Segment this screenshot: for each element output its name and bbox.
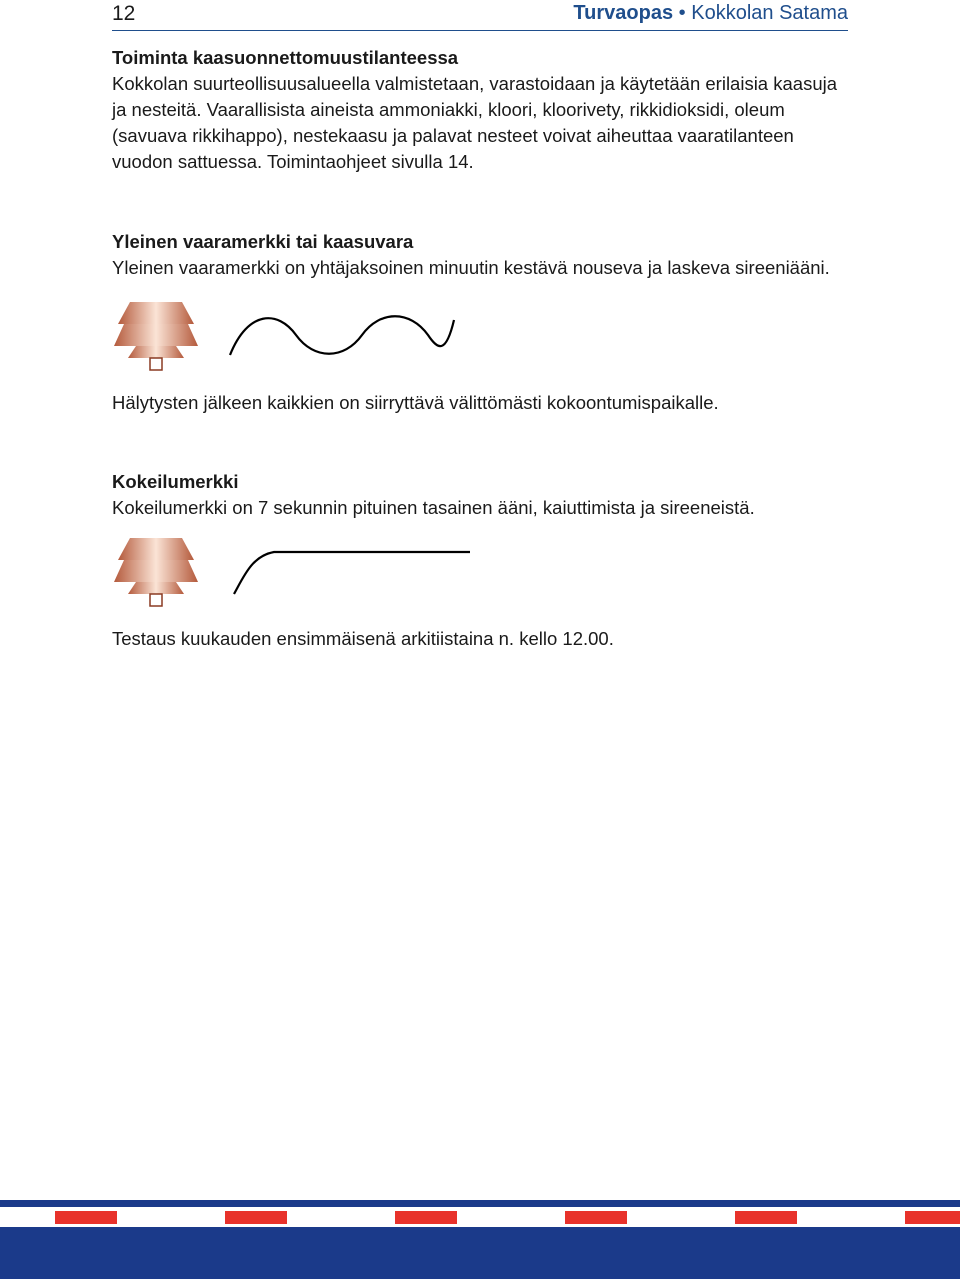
- siren-icon: [112, 536, 200, 608]
- header-rule: [112, 30, 848, 31]
- header-separator: •: [678, 2, 686, 24]
- page-number: 12: [112, 2, 136, 25]
- evacuation-note: [112, 390, 852, 416]
- rising-falling-wave: [226, 310, 458, 360]
- section-general-alarm: [112, 229, 852, 281]
- section-body: Kokeilumerkki on 7 sekunnin pituinen tasainen ääni, kaiuttimista ja sireeneistä.: [112, 497, 755, 518]
- section-gas-accident: [112, 45, 852, 175]
- siren-icon: [112, 300, 200, 372]
- test-schedule: [112, 626, 852, 652]
- header-subtitle: Kokkolan Satama: [691, 2, 848, 24]
- section-after: Testaus kuukauden ensimmäisenä arkitiistaina n. kello 12.00.: [112, 628, 614, 649]
- section-body: Yleinen vaaramerkki on yhtäjaksoinen minuutin kestävä nouseva ja laskeva sireeniääni.: [112, 257, 830, 278]
- section-heading: Kokeilumerkki: [112, 471, 239, 492]
- steady-tone-wave: [230, 546, 474, 598]
- section-heading: Yleinen vaaramerkki tai kaasuvara: [112, 231, 414, 252]
- footer-red-dashes: [0, 1211, 960, 1224]
- footer-bottom-block: [0, 1227, 960, 1279]
- header-brand: Turvaopas: [573, 2, 674, 24]
- section-body: Kokkolan suurteollisuusalueella valmistetaan, varastoidaan ja käytetään erilaisia kaasuja ja nesteitä. Vaarallisista aineista ammoniakki, kloori, kloorivety, rikkidioksidi, oleum (savuava rikkihappo), nestekaasu ja palavat nesteet voivat aiheuttaa vaaratilanteen vuodon sattuessa. Toimintaohjeet sivulla 14.: [112, 73, 838, 172]
- section-after: Hälytysten jälkeen kaikkien on siirryttävä välittömästi kokoontumispaikalle.: [112, 392, 719, 413]
- section-heading: Toiminta kaasuonnettomuustilanteessa: [112, 47, 459, 68]
- footer-top-stripe: [0, 1200, 960, 1207]
- header-title: [573, 2, 848, 25]
- section-test-signal: [112, 469, 852, 521]
